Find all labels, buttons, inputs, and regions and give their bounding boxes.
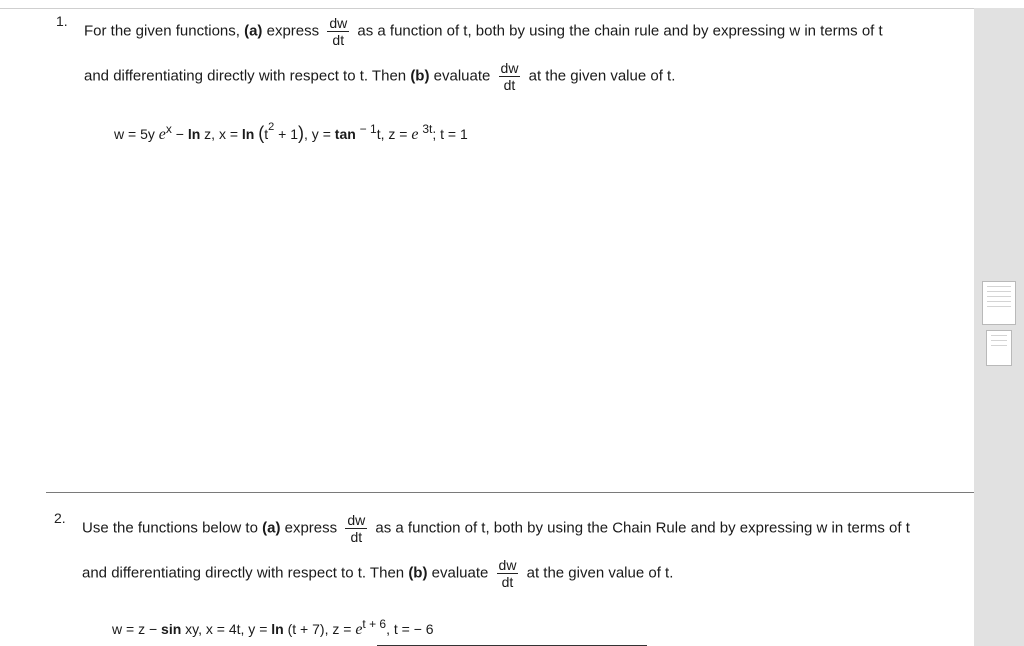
question-2-line-1: Use the functions below to (a) express $\frac{dw}{dt}$ as a function of t, both by using the Chain Rule and by expressing w in terms of t xyxy=(82,512,910,545)
question-2-formula: w = z − sin xy, x = 4t, y = ln (t + 7), z = et + 6, t = − 6 xyxy=(112,617,434,638)
question-2-number: 2. xyxy=(54,510,66,526)
dw-dt-fraction: $\frac{dw}{dt}$ xyxy=(500,60,519,93)
part-a-label: (a) xyxy=(244,22,263,40)
page-thumbnail-1[interactable] xyxy=(982,281,1016,325)
question-1-number: 1. xyxy=(56,13,68,29)
question-1-line-1: For the given functions, (a) express $\frac{dw}{dt}$ as a function of t, both by using the chain rule and by expressing w in terms of t xyxy=(84,15,883,48)
question-1-formula: w = 5y ex − ln z, $x = \ln (t^2 + 1)$, y = tan − 1t, z = e 3t; t = 1 xyxy=(114,121,468,143)
page-thumbnail-2[interactable] xyxy=(986,330,1012,366)
part-b-label: (b) xyxy=(410,67,430,85)
part-b-label: (b) xyxy=(408,564,428,582)
question-divider xyxy=(46,492,974,493)
dw-dt-fraction: $\frac{dw}{dt}$ xyxy=(347,512,366,545)
dw-dt-fraction: $\frac{dw}{dt}$ xyxy=(329,15,348,48)
question-1-line-2: and differentiating directly with respect to t. Then (b) evaluate $\frac{dw}{dt}$ at the given value of t. xyxy=(84,60,676,93)
part-a-label: (a) xyxy=(262,519,281,537)
page-thumbnail-sidebar[interactable] xyxy=(974,8,1024,646)
dw-dt-fraction: $\frac{dw}{dt}$ xyxy=(498,557,517,590)
question-2-line-2: and differentiating directly with respect to t. Then (b) evaluate $\frac{dw}{dt}$ at the given value of t. xyxy=(82,557,674,590)
